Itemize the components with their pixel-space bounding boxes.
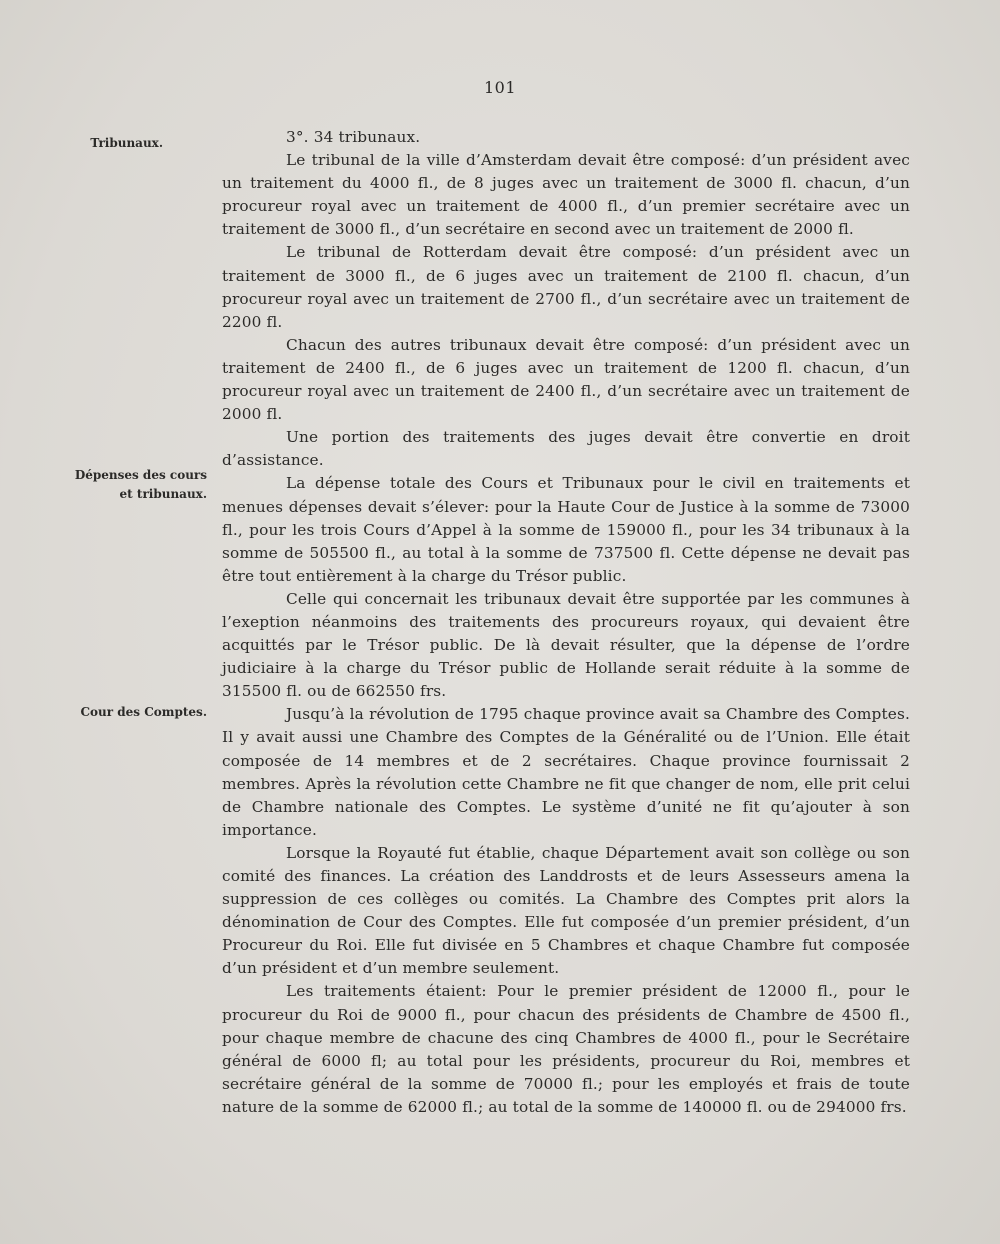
paragraph-droit-assistance: Une portion des traitements des juges devait être convertie en droit d’assistance. [222,428,910,470]
paragraph-tribunaux-heading: 3°. 34 tribunaux. [286,128,421,146]
margin-note-depenses [75,466,207,504]
paragraph-rotterdam: Le tribunal de Rotterdam devait être composé: d’un président avec un traitement de 3000 fl., de 6 juges avec un traitement de 2100 fl. chacun, d’un procureur royal avec un traitement de 2700 fl., d’un secrétaire avec un traitement de 2200 fl. [222,243,910,331]
paragraph-depense-totale: La dépense totale des Cours et Tribunaux pour le civil en traitements et menues dépenses devait s’élever: pour la Haute Cour de Justice à la somme de 73000 fl., pour les trois Cours d’Appel à la somme de 159000 fl., pour les 34 tribunaux à la somme de 505500 fl., au total à la somme de 737500 fl. Cette dépense ne devait pas être tout entièrement à la charge du Trésor public. [222,474,910,585]
margin-note-cour-des-comptes: Cour des Comptes. [80,705,207,719]
margin-note-depenses-line1: Dépenses des cours [74,468,207,482]
margin-note-depenses-line2: et tribunaux. [119,487,207,501]
paragraph-communes: Celle qui concernait les tribunaux devait être supportée par les communes à l’exeption néanmoins des traitements des procureurs royaux, qui devaient être acquittés par le Trésor public. De là devait résulter, que la dépense de l’ordre judiciaire à la charge du Trésor public de Hollande serait réduite à la somme de 315500 fl. ou de 662550 frs. [222,589,910,701]
paragraph-traitements: Les traitements étaient: Pour le premier président de 12000 fl., pour le procureur du Roi de 9000 fl., pour chacun des présidents de Chambre de 4500 fl., pour chaque membre de chacune des cinq Chambres de 4000 fl., pour le Secrétaire général de 6000 fl; au total pour les présidents, procureur du Roi, membres et secrétaire général de la somme de 70000 fl.; pour les employés et frais de toute nature de la somme de 62000 fl.; au total de la somme de 140000 fl. ou de 294000 frs. [222,982,910,1116]
body-text [222,126,910,1119]
paragraph-autres-tribunaux: Chacun des autres tribunaux devait être composé: d’un président avec un traitement de 2400 fl., de 6 juges avec un traitement de 1200 fl. chacun, d’un procureur royal avec un traitement de 2400 fl., d’un secrétaire avec un traitement de 2000 fl. [222,335,910,424]
paragraph-revolution-1795: Jusqu’à la révolution de 1795 chaque province avait sa Chambre des Comptes. Il y avait aussi une Chambre des Comptes de la Généralité ou de l’Union. Elle était composée de 14 membres et de 2 secrétaires. Chaque province fournissait 2 membres. Après la révolution cette Chambre ne fit que changer de nom, elle prit celui de Chambre nationale des Comptes. Le système d’unité ne fit qu’ajouter à son importance. [222,705,910,839]
paragraph-royaute: Lorsque la Royauté fut établie, chaque Département avait son collège ou son comité des finances. La création des Landdrosts et de leurs Assesseurs amena la suppression de ces collèges ou comités. La Chambre des Comptes prit alors la dénomination de Cour des Comptes. Elle fut composée d’un premier président, d’un Procureur du Roi. Elle fut divisée en 5 Chambres et chaque Chambre fut composée d’un président et d’un membre seulement. [222,843,910,978]
paragraph-amsterdam: Le tribunal de la ville d’Amsterdam devait être composé: d’un président avec un traitement du 4000 fl., de 8 juges avec un traitement de 3000 fl. chacun, d’un procureur royal avec un traitement de 4000 fl., d’un premier secrétaire avec un traitement de 3000 fl., d’un secrétaire en second avec un traitement de 2000 fl. [222,151,910,239]
page-number: 101 [483,78,517,97]
margin-note-tribunaux: Tribunaux. [90,136,163,150]
